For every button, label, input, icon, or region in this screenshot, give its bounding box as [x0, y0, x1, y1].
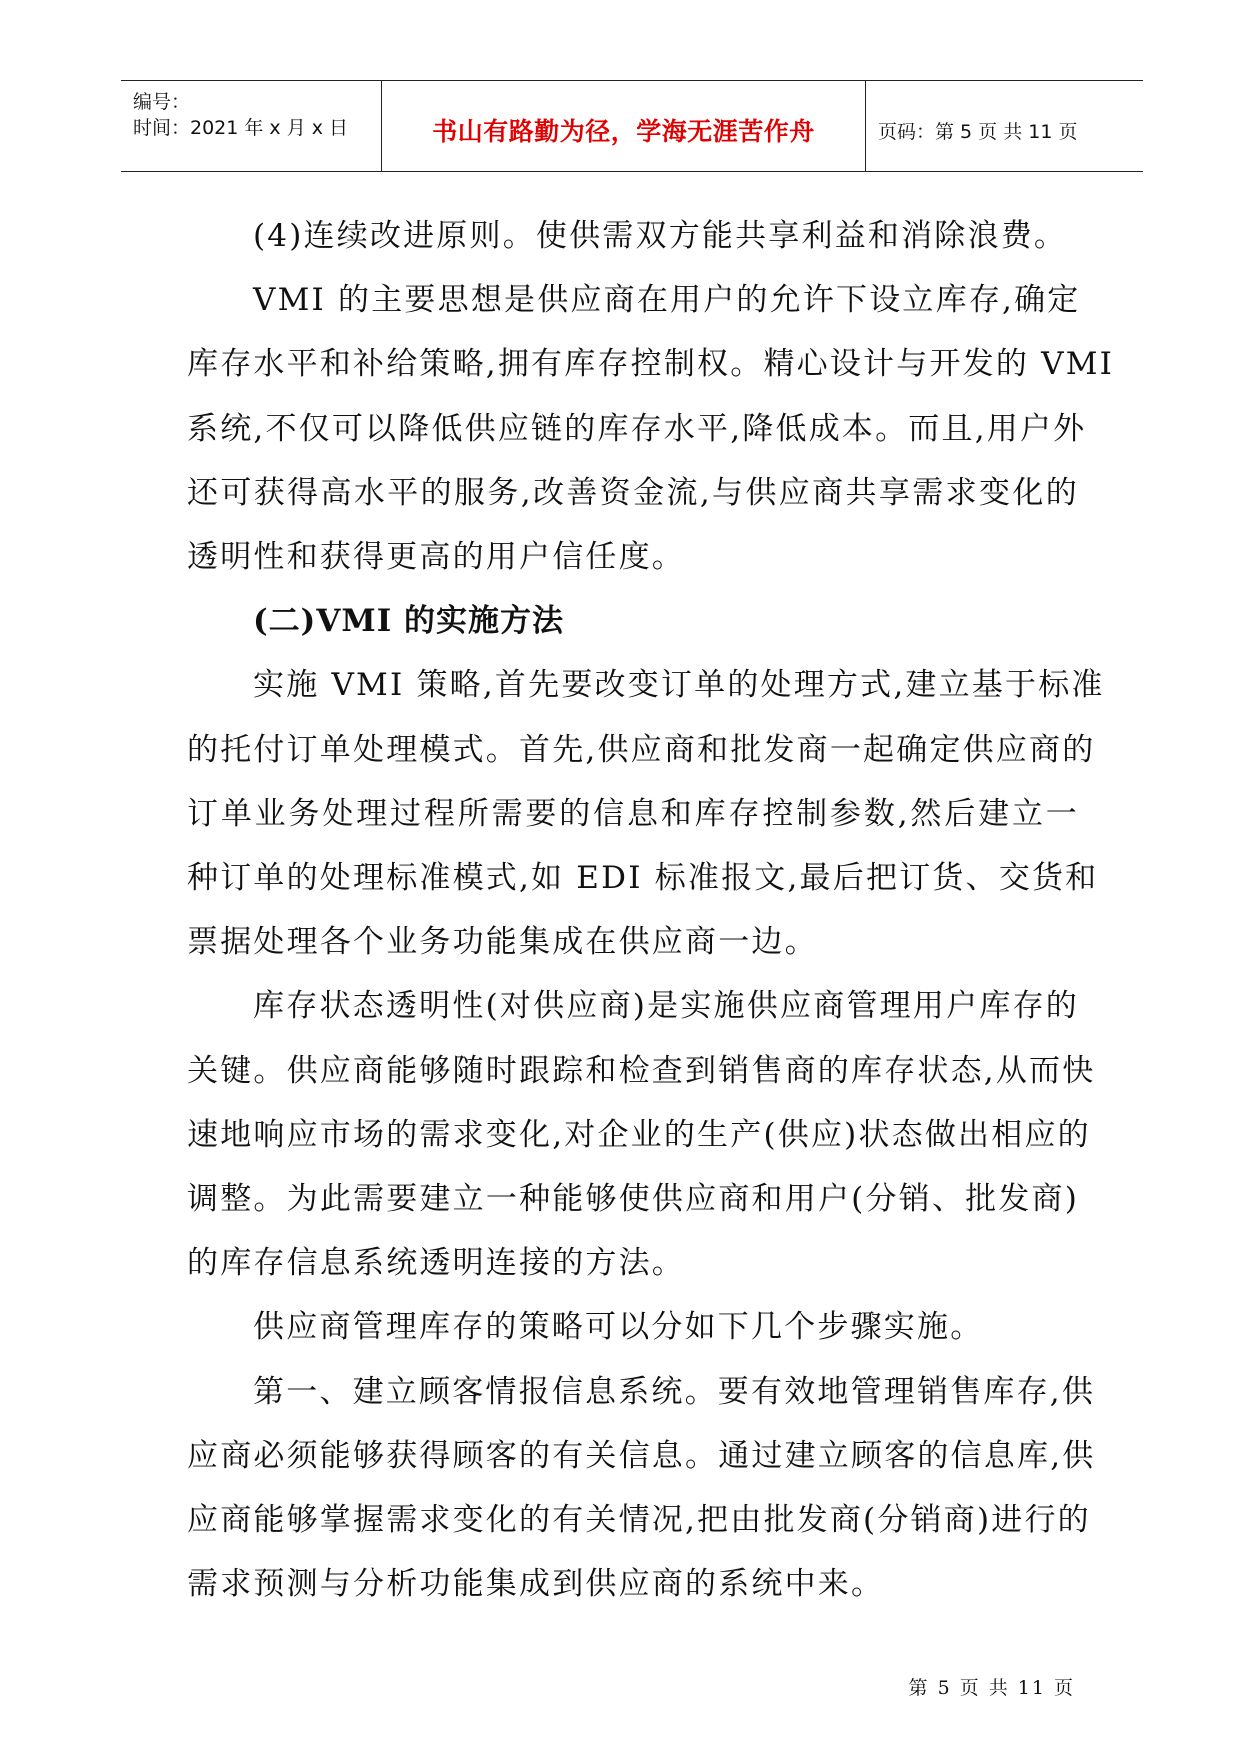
document-header — [121, 80, 1143, 172]
text-line: 应商能够掌握需求变化的有关情况,把由批发商(分销商)进行的 — [187, 1502, 1091, 1539]
document-body — [187, 204, 1115, 1616]
paragraph — [187, 1295, 1079, 1359]
header-info-cell — [121, 81, 382, 171]
text-line: 系统,不仅可以降低供应链的库存水平,降低成本。而且,用户外 — [187, 410, 1087, 447]
text-line: 库存状态透明性(对供应商)是实施供应商管理用户库存的 — [253, 988, 1079, 1025]
paragraph — [187, 268, 1115, 589]
page-footer: 第 5 页 共 11 页 — [908, 1677, 1075, 1699]
text-line: (4)连续改进原则。使供需双方能共享利益和消除浪费。 — [253, 218, 1068, 254]
text-line: 调整。为此需要建立一种能够使供应商和用户(分销、批发商) — [187, 1181, 1079, 1218]
text-line: 透明性和获得更高的用户信任度。 — [187, 539, 685, 576]
text-line: VMI 的主要思想是供应商在用户的允许下设立库存,确定 — [253, 282, 1081, 319]
section-heading-text: (二)VMI 的实施方法 — [253, 603, 564, 640]
paragraph — [187, 1360, 1096, 1617]
text-line: 供应商管理库存的策略可以分如下几个步骤实施。 — [253, 1309, 984, 1346]
paragraph — [187, 974, 1096, 1295]
header-page-code: 页码：第 5 页 共 11 页 — [878, 121, 1078, 143]
section-heading — [187, 589, 1079, 653]
text-line: 第一、建立顾客情报信息系统。要有效地管理销售库存,供 — [253, 1373, 1096, 1410]
text-line: 需求预测与分析功能集成到供应商的系统中来。 — [187, 1566, 885, 1603]
text-line: 票据处理各个业务功能集成在供应商一边。 — [187, 924, 818, 961]
document-number-label: 编号： — [133, 91, 191, 113]
paragraph — [187, 653, 1105, 974]
header-motto: 书山有路勤为径，学海无涯苦作舟 — [432, 117, 815, 146]
document-time-label: 时间：2021 年 x 月 x 日 — [133, 117, 349, 139]
text-line: 实施 VMI 策略,首先要改变订单的处理方式,建立基于标准 — [253, 667, 1105, 704]
paragraph — [187, 204, 1079, 268]
header-motto-cell — [382, 81, 866, 171]
text-line: 订单业务处理过程所需要的信息和库存控制参数,然后建立一 — [187, 795, 1079, 832]
text-line: 关键。供应商能够随时跟踪和检查到销售商的库存状态,从而快 — [187, 1052, 1096, 1089]
text-line: 还可获得高水平的服务,改善资金流,与供应商共享需求变化的 — [187, 474, 1079, 511]
text-line: 应商必须能够获得顾客的有关信息。通过建立顾客的信息库,供 — [187, 1437, 1096, 1474]
text-line: 的库存信息系统透明连接的方法。 — [187, 1245, 685, 1282]
header-page-cell — [866, 81, 1143, 171]
text-line: 库存水平和补给策略,拥有库存控制权。精心设计与开发的 VMI — [187, 346, 1115, 383]
text-line: 的托付订单处理模式。首先,供应商和批发商一起确定供应商的 — [187, 731, 1096, 768]
text-line: 速地响应市场的需求变化,对企业的生产(供应)状态做出相应的 — [187, 1116, 1091, 1153]
text-line: 种订单的处理标准模式,如 EDI 标准报文,最后把订货、交货和 — [187, 860, 1099, 897]
